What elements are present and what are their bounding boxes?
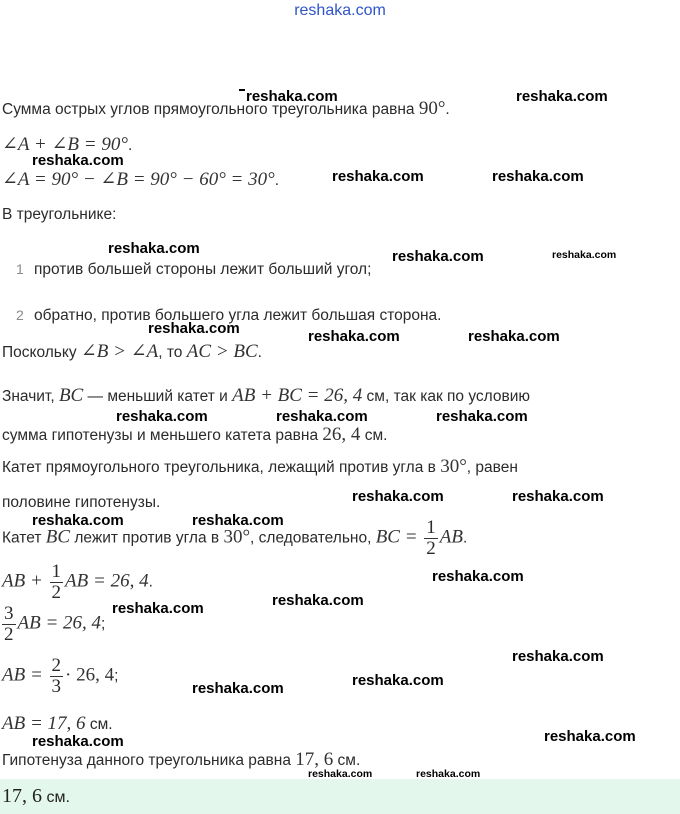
solution-line-result: AB = 17, 6 см. xyxy=(2,713,113,734)
solution-line-angle-sum: Сумма острых углов прямоугольного треугольника равна 90°. xyxy=(2,98,450,119)
solution-line-half-hypotenuse: половине гипотенузы. xyxy=(2,494,161,511)
watermark: reshaka.com xyxy=(468,328,560,345)
solution-line-equation-5: AB = $\frac{2}{3}$ · 26, 4; xyxy=(2,655,119,697)
fraction: $\frac{1}{2}$ xyxy=(426,517,436,559)
watermark: reshaka.com xyxy=(116,408,208,425)
watermark: reshaka.com xyxy=(352,672,444,689)
answer-value: 17, 6 см. xyxy=(2,785,70,807)
solution-line-in-triangle: В треугольнике: xyxy=(2,206,117,223)
list-item: 2 обратно, против большего угла лежит большая сторона. xyxy=(16,307,442,324)
watermark: reshaka.com xyxy=(544,728,636,745)
watermark: reshaka.com xyxy=(192,680,284,697)
solution-line-since: Поскольку ∠B > ∠A, то AC > BC. xyxy=(2,341,262,362)
watermark: reshaka.com xyxy=(272,592,364,609)
watermark: reshaka.com xyxy=(352,488,444,505)
solution-line-leg-property: Катет прямоугольного треугольника, лежащий против угла в 30°, равен xyxy=(2,456,518,477)
fraction: $\frac{2}{3}$ xyxy=(51,655,62,697)
watermark: reshaka.com xyxy=(332,168,424,185)
watermark-mark xyxy=(239,89,245,91)
answer-box xyxy=(0,779,680,814)
fraction: $\frac{1}{2}$ xyxy=(51,561,62,603)
watermark: reshaka.com xyxy=(516,88,608,105)
watermark: reshaka.com xyxy=(276,408,368,425)
watermark: reshaka.com xyxy=(246,88,338,105)
solution-line-equation-2: ∠A = 90° − ∠B = 90° − 60° = 30°. xyxy=(2,169,280,190)
solution-line-equation-3: AB + $\frac{1}{2}$ AB = 26, 4. xyxy=(2,561,153,603)
watermark: reshaka.com xyxy=(492,168,584,185)
watermark: reshaka.com xyxy=(32,733,124,750)
list-item: 1 против большей стороны лежит больший угол; xyxy=(16,261,372,278)
watermark: reshaka.com xyxy=(192,512,284,529)
watermark: reshaka.com xyxy=(432,568,524,585)
watermark: reshaka.com xyxy=(436,408,528,425)
watermark: reshaka.com xyxy=(308,328,400,345)
solution-line-therefore: Значит, BC — меньший катет и AB + BC = 26, 4 см, так как по условию xyxy=(2,385,531,406)
solution-line-bc-half-ab: Катет BC лежит против угла в 30°, следовательно, BC = $\frac{1}{2}$ AB. xyxy=(2,517,468,559)
site-brand-link[interactable]: reshaka.com xyxy=(294,2,386,19)
watermark: reshaka.com xyxy=(552,249,617,261)
watermark: reshaka.com xyxy=(32,152,124,169)
solution-line-sum-condition: сумма гипотенузы и меньшего катета равна 26, 4 см. xyxy=(2,424,388,445)
watermark: reshaka.com xyxy=(148,320,240,337)
watermark: reshaka.com xyxy=(112,600,204,617)
fraction: $\frac{3}{2}$ xyxy=(4,603,14,645)
watermark: reshaka.com xyxy=(416,768,481,780)
watermark: reshaka.com xyxy=(512,488,604,505)
watermark: reshaka.com xyxy=(392,248,484,265)
watermark: reshaka.com xyxy=(512,648,604,665)
watermark: reshaka.com xyxy=(308,768,373,780)
watermark: reshaka.com xyxy=(32,512,124,529)
solution-line-hypotenuse: Гипотенуза данного треугольника равна 17, 6 см. xyxy=(2,749,361,770)
solution-line-equation-1: ∠A + ∠B = 90°. xyxy=(2,134,133,155)
solution-line-equation-4: $\frac{3}{2}$ AB = 26, 4; xyxy=(4,603,106,645)
watermark: reshaka.com xyxy=(108,240,200,257)
